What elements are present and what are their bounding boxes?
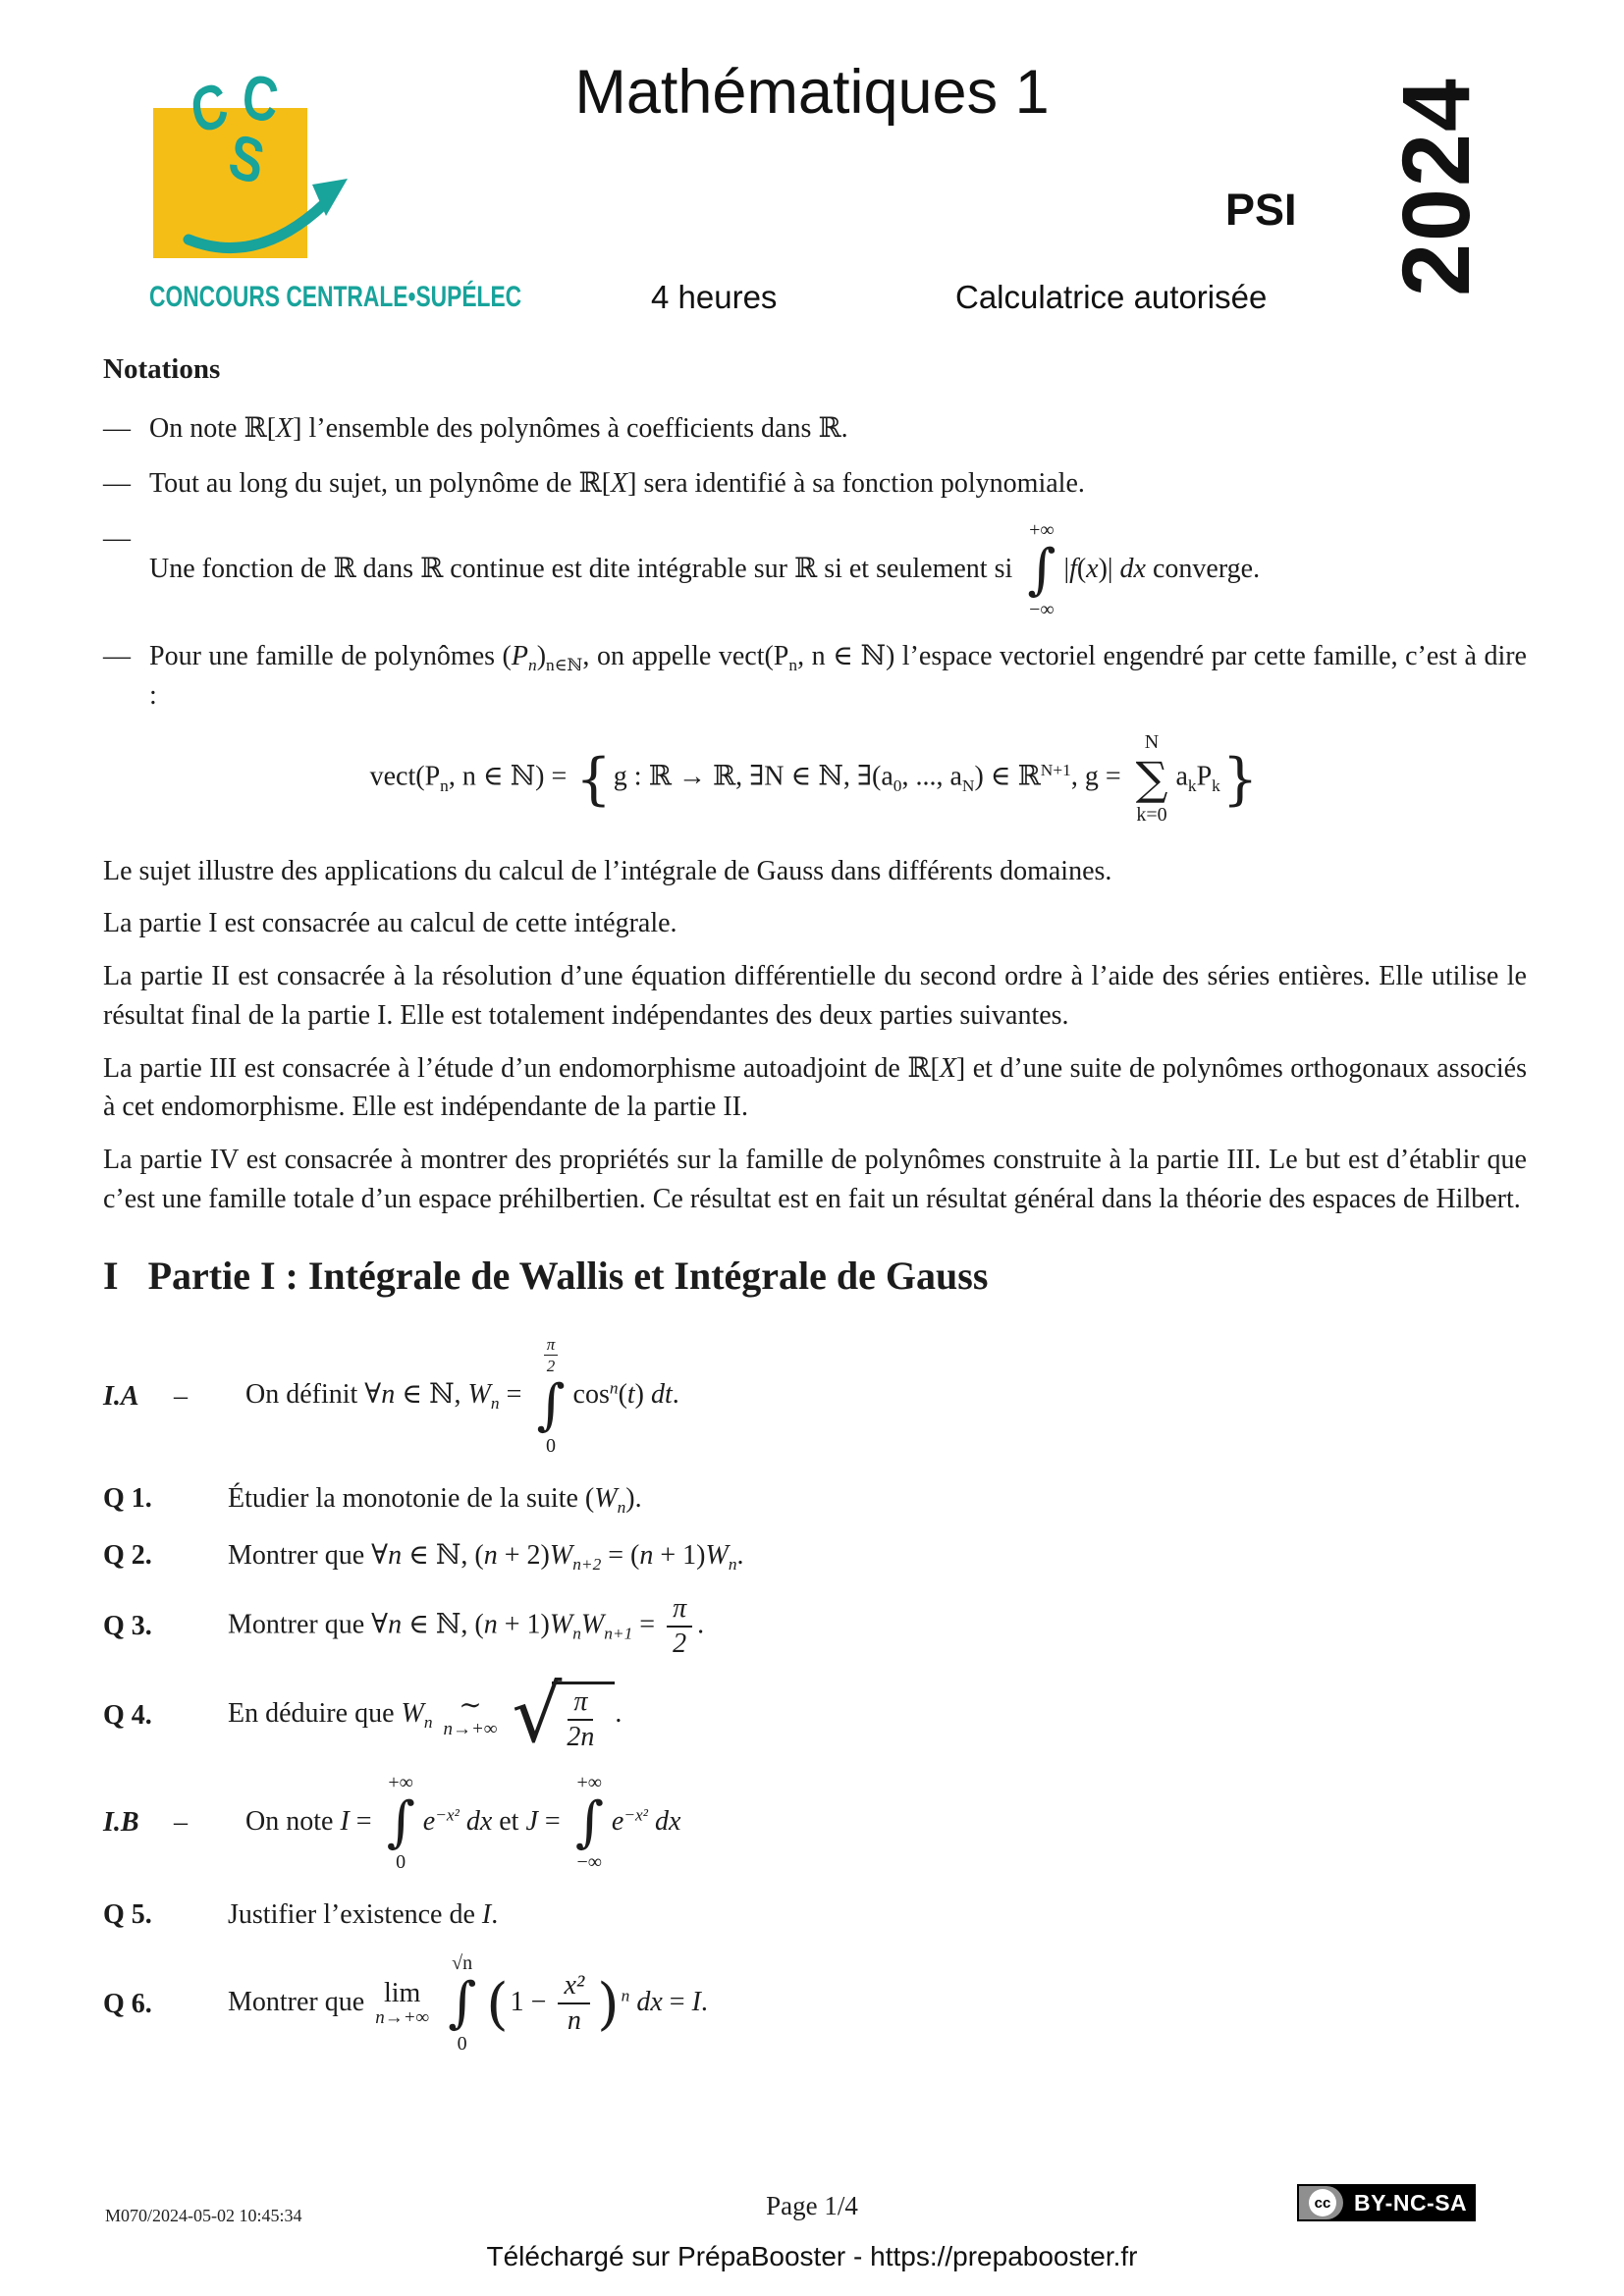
question-body: En déduire que $W_n$ ∼ n→+∞ √ $\frac{\pi}{2n}$ . [228, 1669, 623, 1761]
cc-license-text: BY-NC-SA [1354, 2189, 1468, 2216]
logo-letter-c1: C [185, 68, 234, 148]
section-title: Partie I : Intégrale de Wallis et Intégrale de Gauss [147, 1253, 989, 1298]
question-row-q4 [103, 1669, 1527, 1761]
document-body [103, 349, 1527, 2073]
question-row-q2 [103, 1536, 1527, 1575]
question-body: Montrer que ∀n ∈ ℕ, $(n + 1)W_nW_{n+1}$ = $\frac{\pi}{2}$ . [228, 1592, 705, 1659]
cc-logo-wrap [1299, 2186, 1343, 2219]
notations-heading: Notations [103, 353, 221, 385]
question-body: Justifier l’existence de I. [228, 1899, 499, 1931]
download-source-link[interactable]: Téléchargé sur PrépaBooster - https://prepabooster.fr [486, 2241, 1138, 2271]
part-dash: – [174, 1807, 188, 1839]
page-title: Mathématiques 1 [574, 58, 1050, 127]
bullet-text: On note ℝ[X] l’ensemble des polynômes à coefficients dans ℝ. [149, 413, 848, 445]
section-heading [103, 1249, 1527, 1305]
logo-letter-s: S [223, 119, 270, 199]
question-label: Q 3. [103, 1611, 152, 1642]
bullet-dash: — [103, 641, 131, 672]
intro-paragraph: La partie I est consacrée au calcul de cette intégrale. [103, 908, 677, 939]
part-body: On définit ∀n ∈ ℕ, $W_n$ = $\frac{\pi}{2}$ ∫ 0 $\cos^n(t)$ dt. [245, 1335, 679, 1458]
logo-smile-arrow-icon [179, 173, 355, 266]
question-label: Q 2. [103, 1540, 152, 1571]
bullet-dash: — [103, 467, 131, 499]
duration-label: 4 heures [651, 279, 778, 315]
question-label: Q 5. [103, 1899, 152, 1931]
cc-icon: cc [1309, 2189, 1336, 2216]
question-label: Q 6. [103, 1988, 152, 2019]
part-label: I.A [103, 1380, 139, 1412]
page-number: Page 1/4 [766, 2191, 858, 2220]
part-row-IA [103, 1335, 1527, 1458]
question-body: Montrer que lim n→+∞ √n ∫ 0 (1 − $\frac{\text{x²}}{n}$ ) $^n$ dx = I. [228, 1952, 708, 2055]
bullet-text: Pour une famille de polynômes $(P_n)_{n\in ℕ}$, on appelle $vect(P_n$, n ∈ ℕ) l’espace vectoriel engendré par cette famille, c’est à dire : [149, 641, 1527, 712]
intro-paragraph: La partie III est consacrée à l’étude d’un endomorphisme autoadjoint de ℝ[X] et d’une suite de polynômes orthogonaux associés à cet endomorphisme. Elle est indépendante de la partie II. [103, 1052, 1527, 1123]
logo-letter-c2: C [239, 60, 282, 136]
intro-paragraph: La partie IV est consacrée à montrer des propriétés sur la famille de polynômes construite à la partie III. Le but est d’établir que c’est une famille totale d’un espace préhilbertien. Ce résultat est en fait un résultat général dans la théorie des espaces de Hilbert. [103, 1145, 1527, 1214]
question-row-q1 [103, 1479, 1527, 1519]
calculator-label: Calculatrice autorisée [955, 279, 1268, 315]
question-body: Étudier la monotonie de la suite $(W_n)$. [228, 1483, 642, 1518]
bullet-text: Tout au long du sujet, un polynôme de ℝ[X] sera identifié à sa fonction polynomiale. [149, 467, 1085, 499]
intro-paragraph: La partie II est consacrée à la résolution d’une équation différentielle du second ordre à l’aide des séries entières. Elle utilise le résultat final de la partie I. Elle est totalement indépendantes des deux parties suivantes. [103, 961, 1527, 1031]
part-dash: – [174, 1380, 188, 1412]
track-label: PSI [1225, 185, 1297, 235]
question-row-q6 [103, 1952, 1527, 2056]
intro-paragraph: Le sujet illustre des applications du calcul de l’intégrale de Gauss dans différents domaines. [103, 855, 1112, 886]
document-id: M070/2024-05-02 10:45:34 [105, 2206, 302, 2225]
notation-bullet [103, 637, 1527, 716]
notation-bullet [103, 464, 1527, 504]
section-number: I [103, 1253, 119, 1298]
part-label: I.B [103, 1807, 139, 1839]
question-label: Q 1. [103, 1483, 152, 1515]
bullet-dash: — [103, 522, 131, 554]
question-body: Montrer que ∀n ∈ ℕ, $(n + 2)W_{n+2} = (n + 1)W_n$. [228, 1540, 744, 1575]
cc-license-badge[interactable] [1294, 2181, 1479, 2224]
notation-bullet [103, 519, 1527, 622]
part-body: On note I = +∞ ∫ 0 $e^{-x^2}$ dx et J = +∞ ∫ −∞ $e^{-x^2}$ dx [245, 1771, 681, 1874]
question-row-q3 [103, 1593, 1527, 1660]
year-vertical-label: 2024 [1382, 77, 1489, 296]
notation-bullet [103, 409, 1527, 449]
vect-definition-equation: $vect(P_n$, n ∈ ℕ) = {g : ℝ → ℝ, ∃N ∈ ℕ, $\exists(a_0$, ..., $a_N$) ∈ ℝ$^{N+1}$, g = N ∑ k=0 $a_kP_k$} [369, 730, 1259, 826]
part-row-IB [103, 1772, 1527, 1875]
logo-wordmark: CONCOURS CENTRALE•SUPÉLEC [149, 281, 522, 313]
question-row-q5 [103, 1896, 1527, 1935]
question-label: Q 4. [103, 1699, 152, 1731]
bullet-dash: — [103, 413, 131, 445]
bullet-text: Une fonction de ℝ dans ℝ continue est dite intégrable sur ℝ si et seulement si +∞ ∫ −∞ |f(x)| dx converge. [149, 518, 1261, 621]
